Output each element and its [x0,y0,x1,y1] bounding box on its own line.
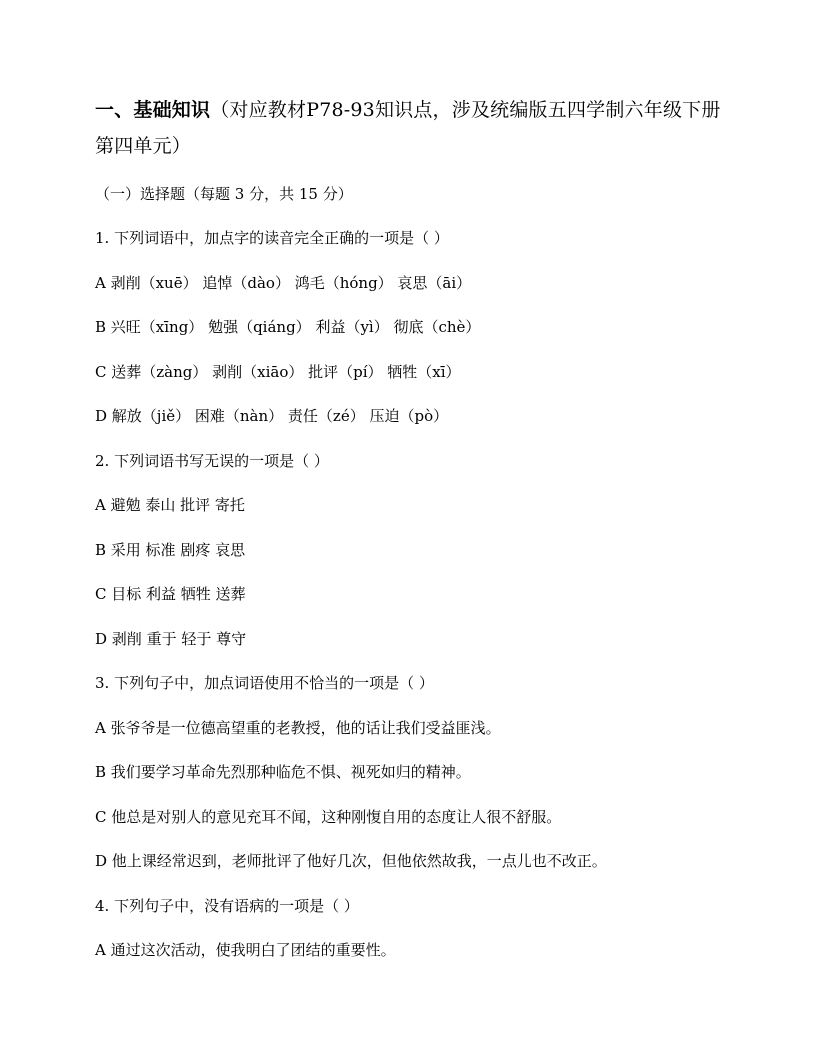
question-2-option-a: A 避勉 泰山 批评 寄托 [95,496,245,514]
question-1-stem: 1. 下列词语中，加点字的读音完全正确的一项是（ ） [95,229,449,247]
question-2-option-b: B 采用 标准 剧疼 哀思 [95,540,246,559]
question-2-option-d: D 剥削 重于 轻于 尊守 [95,629,247,648]
question-3-option-c: C 他总是对别人的意见充耳不闻，这种刚愎自用的态度让人很不舒服。 [95,807,562,826]
question-2-option-c: C 目标 利益 牺牲 送葬 [95,585,246,603]
question-2-stem: 2. 下列词语书写无误的一项是（ ） [95,451,329,470]
question-3-option-b: B 我们要学习革命先烈那种临危不惧、视死如归的精神。 [95,763,471,781]
subsection-title: （一）选择题（每题 3 分，共 15 分） [95,185,353,203]
document-content [95,92,735,960]
question-1-option-c: C 送葬（zàng） 剥削（xiāo） 批评（pí） 牺牲（xī） [95,362,461,381]
section-heading-title: 一、基础知识 [95,99,211,121]
question-1-option-d: D 解放（jiě） 困难（nàn） 责任（zé） 压迫（pò） [95,407,449,425]
question-3-option-d: D 他上课经常迟到，老师批评了他好几次，但他依然故我，一点儿也不改正。 [95,852,607,870]
section-heading-note: （对应教材P78-93知识点，涉及统编版五四学制六年级下册第四单元） [95,99,721,157]
question-4-stem: 4. 下列句子中，没有语病的一项是（ ） [95,896,359,915]
question-1-option-a: A 剥削（xuē） 追悼（dào） 鸿毛（hóng） 哀思（āi） [95,273,472,292]
section-heading [95,92,735,164]
question-3-option-a: A 张爷爷是一位德高望重的老教授，他的话让我们受益匪浅。 [95,718,501,737]
question-3-stem: 3. 下列句子中，加点词语使用不恰当的一项是（ ） [95,674,434,692]
question-4-option-a: A 通过这次活动，使我明白了团结的重要性。 [95,941,396,959]
question-1-option-b: B 兴旺（xīng） 勉强（qiáng） 利益（yì） 彻底（chè） [95,318,481,336]
